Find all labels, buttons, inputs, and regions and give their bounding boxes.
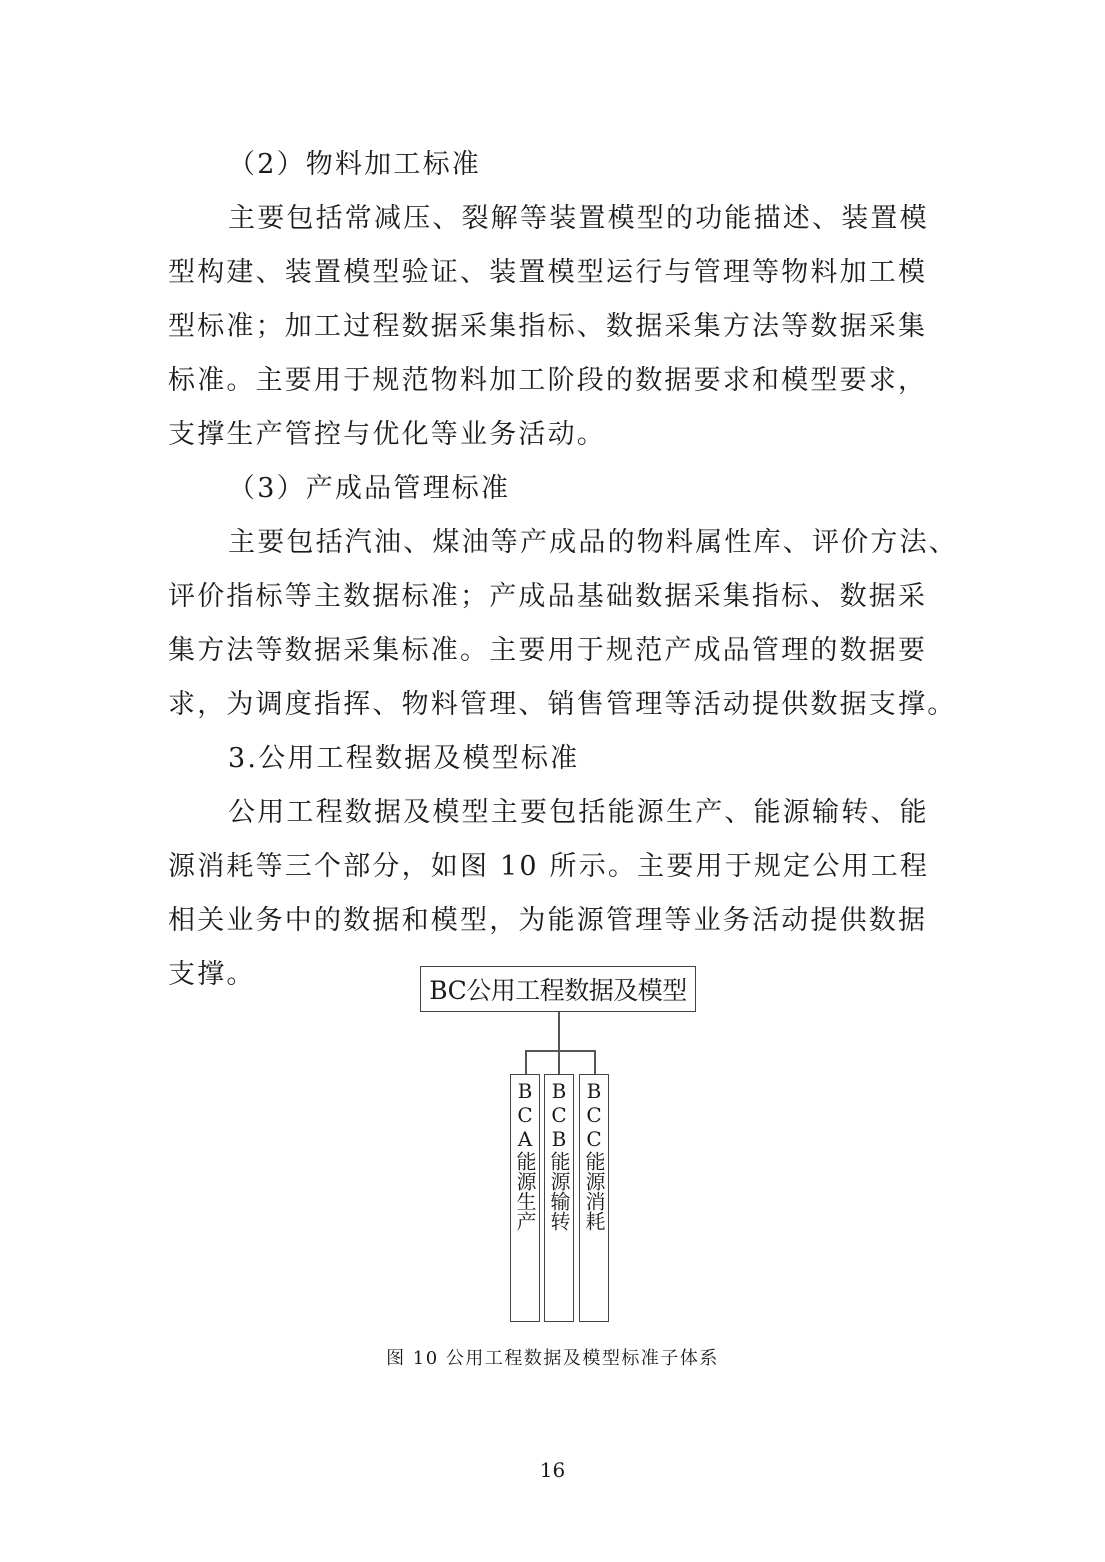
child-node-label: BCB能源输转	[547, 1079, 571, 1231]
connector-vertical-child-c	[594, 1050, 596, 1074]
section-heading-utility-engineering: 3.公用工程数据及模型标准	[228, 743, 580, 774]
connector-vertical-child-b	[558, 1050, 560, 1074]
paragraph-line: 主要包括汽油、煤油等产成品的物料属性库、评价方法、	[228, 527, 958, 558]
connector-horizontal	[525, 1050, 595, 1052]
subsection-heading-material-processing: （2）物料加工标准	[228, 149, 481, 180]
paragraph-line: 支撑生产管控与优化等业务活动。	[168, 419, 606, 450]
connector-vertical-root	[558, 1012, 560, 1050]
paragraph-line: 集方法等数据采集标准。主要用于规范产成品管理的数据要	[168, 635, 928, 666]
child-node-label: BCC能源消耗	[582, 1079, 606, 1231]
paragraph-line: 支撑。	[168, 959, 256, 990]
figure-caption: 图 10 公用工程数据及模型标准子体系	[386, 1348, 719, 1369]
paragraph-line: 求，为调度指挥、物料管理、销售管理等活动提供数据支撑。	[168, 689, 957, 720]
diagram-child-node-b	[544, 1074, 574, 1322]
body-text	[168, 138, 958, 1002]
diagram-root-node: BC公用工程数据及模型	[420, 966, 696, 1012]
paragraph-line: 公用工程数据及模型主要包括能源生产、能源输转、能	[228, 797, 929, 828]
subsection-heading-product-management: （3）产成品管理标准	[228, 473, 511, 504]
paragraph-line: 评价指标等主数据标准；产成品基础数据采集指标、数据采	[168, 581, 928, 612]
diagram-child-node-a	[510, 1074, 540, 1322]
paragraph-line: 主要包括常减压、裂解等装置模型的功能描述、装置模	[228, 203, 929, 234]
child-node-label: BCA能源生产	[513, 1079, 537, 1231]
paragraph-line: 型构建、装置模型验证、装置模型运行与管理等物料加工模	[168, 257, 928, 288]
diagram-child-node-c	[579, 1074, 609, 1322]
paragraph-line: 标准。主要用于规范物料加工阶段的数据要求和模型要求，	[168, 365, 928, 396]
paragraph-line: 型标准；加工过程数据采集指标、数据采集方法等数据采集	[168, 311, 928, 342]
paragraph-line: 源消耗等三个部分，如图 10 所示。主要用于规定公用工程	[168, 851, 930, 882]
paragraph-line: 相关业务中的数据和模型，为能源管理等业务活动提供数据	[168, 905, 928, 936]
page-number: 16	[539, 1458, 566, 1482]
connector-vertical-child-a	[525, 1050, 527, 1074]
